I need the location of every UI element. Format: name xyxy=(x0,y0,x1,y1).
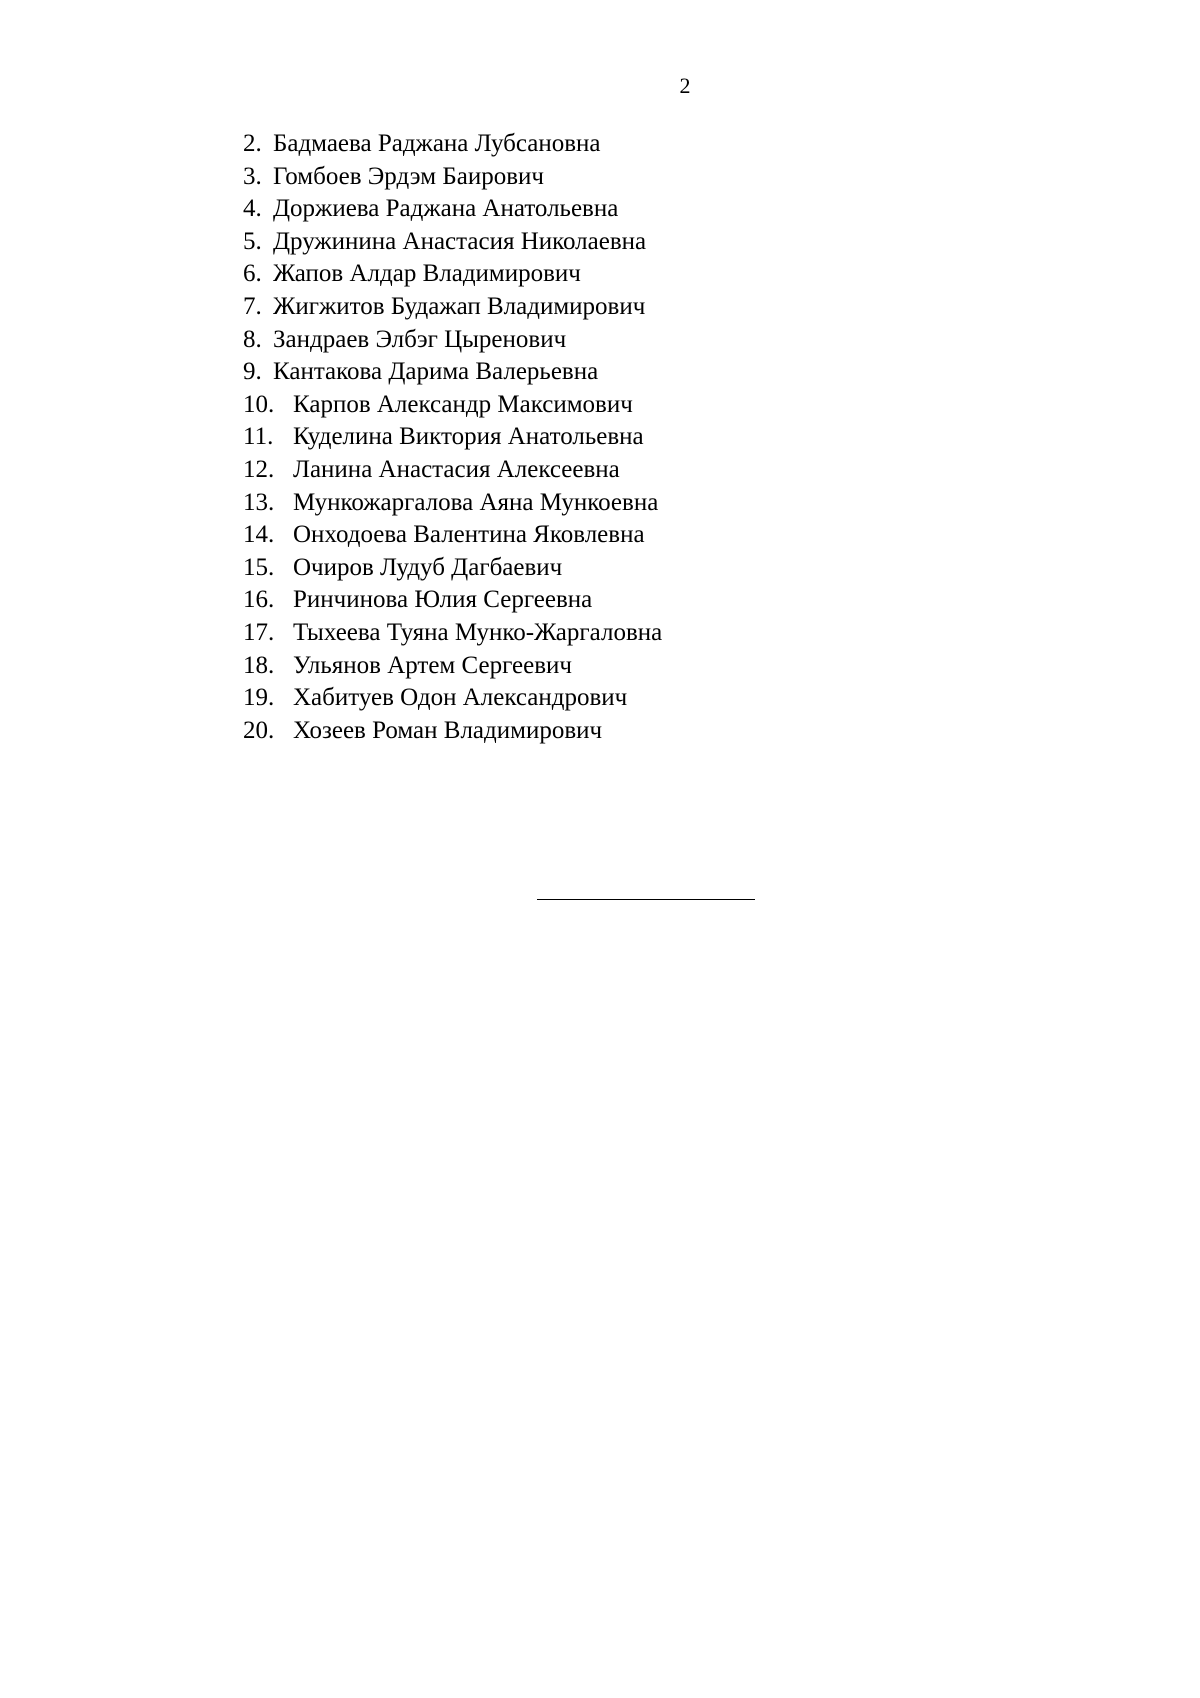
list-item xyxy=(243,193,662,226)
list-item xyxy=(243,324,662,357)
list-item-name: Дружинина Анастасия Николаевна xyxy=(273,227,647,255)
list-item xyxy=(243,291,662,324)
list-item-number: 5. xyxy=(243,227,262,255)
list-item-number: 4. xyxy=(243,195,262,223)
list-item-name: Очиров Лудуб Дагбаевич xyxy=(293,553,563,581)
list-item xyxy=(243,552,662,585)
list-item xyxy=(243,682,662,715)
list-item-number: 19. xyxy=(243,684,275,712)
list-item-number: 20. xyxy=(243,716,275,744)
list-item-name: Хабитуев Одон Александрович xyxy=(293,684,628,712)
list-item-name: Жапов Алдар Владимирович xyxy=(273,260,581,288)
list-item-number: 9. xyxy=(243,358,262,386)
list-item-number: 17. xyxy=(243,618,275,646)
list-item xyxy=(243,454,662,487)
list-item xyxy=(243,258,662,291)
list-item xyxy=(243,421,662,454)
list-item-name: Зандраев Элбэг Цыренович xyxy=(273,325,567,353)
list-item-name: Бадмаева Раджана Лубсановна xyxy=(273,130,601,157)
list-item-name: Ринчинова Юлия Сергеевна xyxy=(293,586,593,614)
list-item-number: 3. xyxy=(243,162,262,190)
name-list xyxy=(243,128,662,747)
list-item-number: 14. xyxy=(243,521,275,549)
list-item-name: Онходоева Валентина Яковлевна xyxy=(293,521,645,549)
list-item-name: Гомбоев Эрдэм Баирович xyxy=(273,162,544,190)
list-item-number: 11. xyxy=(243,423,274,451)
list-item xyxy=(243,389,662,422)
list-item-name: Ульянов Артем Сергеевич xyxy=(293,651,572,679)
list-item-number: 7. xyxy=(243,292,262,320)
list-item xyxy=(243,617,662,650)
end-divider xyxy=(537,899,755,900)
list-item-number: 2. xyxy=(243,130,262,157)
page-number: 2 xyxy=(679,73,691,98)
list-item-name: Кантакова Дарима Валерьевна xyxy=(273,358,599,386)
list-item-number: 13. xyxy=(243,488,275,516)
list-item xyxy=(243,715,662,748)
list-item xyxy=(243,584,662,617)
list-item-number: 18. xyxy=(243,651,275,679)
list-item xyxy=(243,519,662,552)
list-item xyxy=(243,356,662,389)
list-item xyxy=(243,487,662,520)
list-item-name: Хозеев Роман Владимирович xyxy=(293,716,603,744)
list-item-name: Мункожаргалова Аяна Мункоевна xyxy=(293,488,659,516)
list-item-number: 16. xyxy=(243,586,275,614)
list-item-name: Жигжитов Будажап Владимирович xyxy=(273,292,646,320)
list-item-name: Карпов Александр Максимович xyxy=(293,390,633,418)
list-item-number: 12. xyxy=(243,455,275,483)
list-item xyxy=(243,161,662,194)
list-item xyxy=(243,226,662,259)
list-item xyxy=(243,128,662,161)
list-item-number: 10. xyxy=(243,390,275,418)
list-item-name: Ланина Анастасия Алексеевна xyxy=(293,455,620,483)
list-item xyxy=(243,650,662,683)
list-item-name: Куделина Виктория Анатольевна xyxy=(293,423,644,451)
list-item-number: 15. xyxy=(243,553,275,581)
list-item-name: Доржиева Раджана Анатольевна xyxy=(273,195,619,223)
list-item-number: 8. xyxy=(243,325,262,353)
list-item-name: Тыхеева Туяна Мунко-Жаргаловна xyxy=(293,618,663,646)
list-item-number: 6. xyxy=(243,260,262,288)
